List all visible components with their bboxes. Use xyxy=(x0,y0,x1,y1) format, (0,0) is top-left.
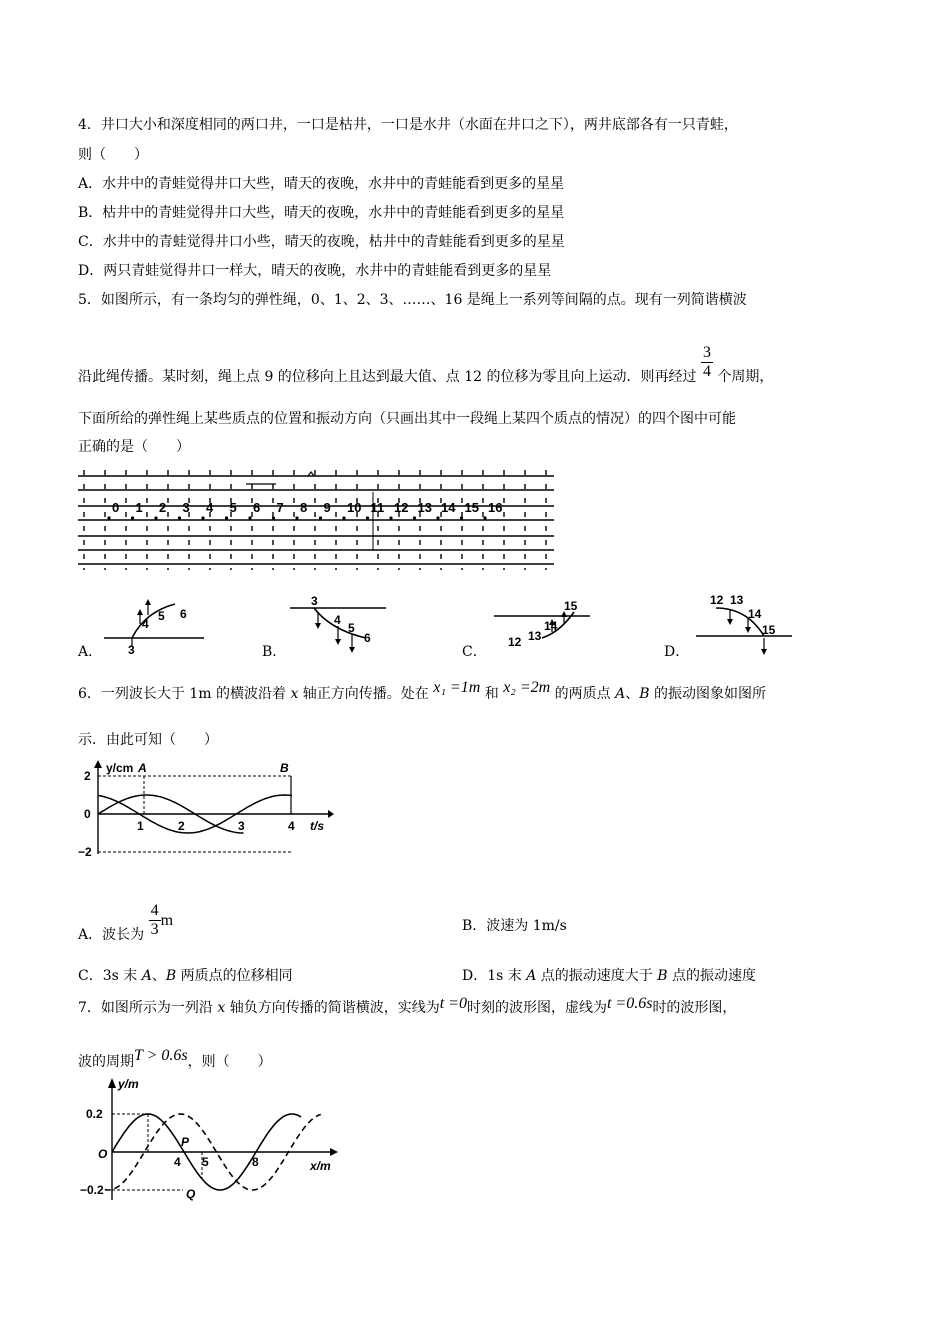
q7-stem-line1 xyxy=(78,995,737,1018)
q5-c-point-13: 13 xyxy=(528,629,542,643)
q5-c-point-15: 15 xyxy=(564,599,578,613)
q6-stem-part3: 的两质点 xyxy=(550,686,616,702)
rope-point-label: 12 xyxy=(394,500,409,515)
rope-point-label: 1 xyxy=(135,500,143,515)
q5-c-point-12: 12 xyxy=(508,635,522,649)
q6-xtick-1: 1 xyxy=(137,819,144,833)
q5-option-a-label: A． xyxy=(78,644,103,660)
q6-option-c-pre: C．3s 末 xyxy=(78,968,142,984)
rope-point-dot xyxy=(319,516,322,519)
q6-option-c-sep: 、 xyxy=(151,968,166,984)
rope-point-dot xyxy=(413,516,416,519)
q5-option-a-figure xyxy=(100,590,210,658)
q7-wave-graph xyxy=(78,1074,342,1204)
q6-stem-part1: 6．一列波长大于 1m 的横波沿着 xyxy=(78,686,291,702)
q6-option-d-b: B xyxy=(657,968,668,984)
q5-stem-line2-text: 沿此绳传播。某时刻，绳上点 9 的位移向上且达到最大值、点 12 的位移为零且向上运动．则再经过 xyxy=(78,368,697,385)
q7-xtick-8: 8 xyxy=(252,1155,259,1169)
q6-curve-label-b: B xyxy=(280,761,289,775)
q6-x-axis: x xyxy=(290,686,299,702)
rope-point-dot xyxy=(366,516,369,519)
q5-b-point-6: 6 xyxy=(364,631,371,645)
q6-y-label: y/cm xyxy=(106,761,134,775)
q6-sep: 、 xyxy=(625,686,640,702)
q7-stem-part4: 时的波形图， xyxy=(652,1000,737,1016)
q5-option-c-label: C． xyxy=(462,644,487,660)
rope-point-dot xyxy=(389,516,392,519)
rope-point-dot xyxy=(342,516,345,519)
rope-point-label: 4 xyxy=(206,500,214,515)
rope-point-dot xyxy=(178,516,181,519)
q6-point-a: A xyxy=(615,686,626,702)
q7-period: T > 0.6s xyxy=(134,1047,188,1064)
q5-c-point-14: 14 xyxy=(544,619,558,633)
rope-point-label: 0 xyxy=(112,500,120,515)
q6-option-a xyxy=(78,888,174,943)
rope-point-dot xyxy=(201,516,204,519)
q5-stem-line4: 正确的是（ ） xyxy=(78,439,190,455)
rope-point-label: 11 xyxy=(370,500,385,515)
q7-stem-line2 xyxy=(78,1047,272,1072)
q7-point-q: Q xyxy=(186,1187,196,1201)
rope-point-label: 13 xyxy=(417,500,432,515)
q5-d-point-13: 13 xyxy=(730,593,744,607)
q5-stem-line3: 下面所给的弹性绳上某些质点的位置和振动方向（只画出其中一段绳上某四个质点的情况）的四个图中可能 xyxy=(78,411,736,427)
q6-option-a-unit: m xyxy=(160,911,174,929)
q7-ytick-neg-0-2: −0.2 xyxy=(80,1183,104,1197)
q6-option-a-numerator: 4 xyxy=(150,902,159,919)
rope-point-label: 10 xyxy=(347,500,362,515)
q7-stem2-part1: 波的周期 xyxy=(78,1054,134,1070)
q6-option-c-post: 两质点的位移相同 xyxy=(176,968,293,984)
q5-fraction-numerator: 3 xyxy=(702,344,711,361)
q6-vibration-graph xyxy=(76,758,336,860)
q5-a-point-6: 6 xyxy=(180,607,187,621)
q6-x2: x₂ =2m xyxy=(503,679,551,696)
rope-point-label: 2 xyxy=(159,500,167,515)
q5-stem-line2-end: 个周期， xyxy=(717,368,774,385)
rope-point-label: 14 xyxy=(441,500,456,515)
q5-a-point-5: 5 xyxy=(158,609,165,623)
q7-stem-part1: 7．如图所示为一列沿 xyxy=(78,1000,218,1016)
rope-point-label: 16 xyxy=(488,500,503,515)
q6-curve-label-a: A xyxy=(138,761,147,775)
q5-option-c-figure xyxy=(490,592,600,660)
q6-option-d-mid: 点的振动速度大于 xyxy=(536,968,658,984)
rope-point-label: 7 xyxy=(276,500,284,515)
q6-ytick-neg2: −2 xyxy=(78,845,92,859)
q7-ytick-0-2: 0.2 xyxy=(86,1107,103,1121)
rope-point-dot xyxy=(295,516,298,519)
rope-point-dot xyxy=(272,516,275,519)
q4-option-a: A．水井中的青蛙觉得井口大些，晴天的夜晚，水井中的青蛙能看到更多的星星 xyxy=(78,176,565,192)
q5-rope-figure xyxy=(76,462,556,574)
q6-xtick-4: 4 xyxy=(288,819,295,833)
q6-option-c xyxy=(78,966,293,986)
q7-xtick-4: 4 xyxy=(174,1155,181,1169)
rope-point-dot xyxy=(107,516,110,519)
q7-t0: t =0 xyxy=(439,995,467,1012)
q5-fraction xyxy=(701,344,713,381)
q5-b-point-4: 4 xyxy=(334,613,341,627)
q6-option-c-a: A xyxy=(141,968,152,984)
q6-option-d-post: 点的振动速度 xyxy=(667,968,756,984)
q6-stem-line2: 示．由此可知（ ） xyxy=(78,732,218,748)
q7-y-label: y/m xyxy=(118,1077,139,1091)
rope-point-label: 15 xyxy=(464,500,479,515)
q6-and: 和 xyxy=(480,686,504,702)
q4-option-b: B．枯井中的青蛙觉得井口大些，晴天的夜晚，水井中的青蛙能看到更多的星星 xyxy=(78,205,565,221)
q5-b-point-5: 5 xyxy=(348,621,355,635)
q5-stem-line2 xyxy=(78,330,774,385)
rope-point-dot xyxy=(436,516,439,519)
q5-d-point-12: 12 xyxy=(710,593,724,607)
q6-ytick-2: 2 xyxy=(84,769,91,783)
q6-option-d xyxy=(462,966,756,986)
rope-point-label: 8 xyxy=(300,500,308,515)
q5-b-point-3: 3 xyxy=(311,594,318,608)
q5-option-d-figure xyxy=(692,590,802,658)
q7-x-label: x/m xyxy=(310,1159,331,1173)
q5-option-b-label: B． xyxy=(262,644,287,660)
rope-point-dot xyxy=(248,516,251,519)
q7-x-axis: x xyxy=(217,1000,226,1016)
q6-option-a-fraction xyxy=(149,902,161,939)
q7-t1: t =0.6s xyxy=(606,995,653,1012)
q7-stem-part3: 时刻的波形图，虚线为 xyxy=(466,1000,607,1016)
rope-point-label: 3 xyxy=(182,500,190,515)
q7-stem-part2: 轴负方向传播的简谐横波，实线为 xyxy=(225,1000,440,1016)
q6-option-a-text: A．波长为 xyxy=(78,926,145,943)
q6-stem-part2: 轴正方向传播。处在 xyxy=(298,686,434,702)
rope-point-dot xyxy=(131,516,134,519)
q6-option-b: B．波速为 1m/s xyxy=(462,918,567,934)
q5-option-d-label: D． xyxy=(664,644,690,660)
q4-stem-line1: 4．井口大小和深度相同的两口井，一口是枯井，一口是水井（水面在井口之下），两井底部各有一只青蛙， xyxy=(78,117,738,133)
q6-option-a-denominator: 3 xyxy=(150,921,159,938)
q5-a-point-4: 4 xyxy=(142,617,149,631)
q5-d-point-14: 14 xyxy=(748,607,762,621)
q6-xtick-3: 3 xyxy=(238,819,245,833)
q4-option-d: D．两只青蛙觉得井口一样大，晴天的夜晚，水井中的青蛙能看到更多的星星 xyxy=(78,263,552,279)
q5-fraction-denominator: 4 xyxy=(702,363,711,380)
rope-point-dot xyxy=(460,516,463,519)
q5-stem-line1: 5．如图所示，有一条均匀的弹性绳，0、1、2、3、……、16 是绳上一系列等间隔的点。现有一列简谐横波 xyxy=(78,292,747,308)
q7-stem2-part2: ，则（ ） xyxy=(187,1054,272,1070)
q6-stem-line1 xyxy=(78,679,766,704)
q7-origin: O xyxy=(98,1147,108,1161)
q6-option-c-b: B xyxy=(165,968,177,984)
rope-point-label: 9 xyxy=(323,500,331,515)
q5-d-point-15: 15 xyxy=(762,623,776,637)
q5-a-point-3: 3 xyxy=(128,643,135,657)
rope-point-dot xyxy=(225,516,228,519)
rope-point-dot xyxy=(154,516,157,519)
q4-stem-line2: 则（ ） xyxy=(78,147,148,163)
q6-option-d-a: A xyxy=(526,968,537,984)
q6-x1: x₁ =1m xyxy=(433,679,481,696)
q6-stem-part4: 的振动图象如图所 xyxy=(649,686,766,702)
q6-option-d-pre: D．1s 末 xyxy=(462,968,527,984)
q6-ytick-0: 0 xyxy=(84,807,91,821)
q5-option-b-figure xyxy=(286,590,396,658)
q6-xtick-2: 2 xyxy=(178,819,185,833)
q6-point-b: B xyxy=(639,686,650,702)
rope-point-dot xyxy=(483,516,486,519)
rope-point-label: 6 xyxy=(253,500,261,515)
q4-option-c: C．水井中的青蛙觉得井口小些，晴天的夜晚，枯井中的青蛙能看到更多的星星 xyxy=(78,234,565,250)
q6-x-label: t/s xyxy=(310,819,325,833)
q7-xtick-5: 5 xyxy=(202,1155,209,1169)
rope-point-label: 5 xyxy=(229,500,237,515)
q7-point-p: P xyxy=(181,1135,190,1149)
